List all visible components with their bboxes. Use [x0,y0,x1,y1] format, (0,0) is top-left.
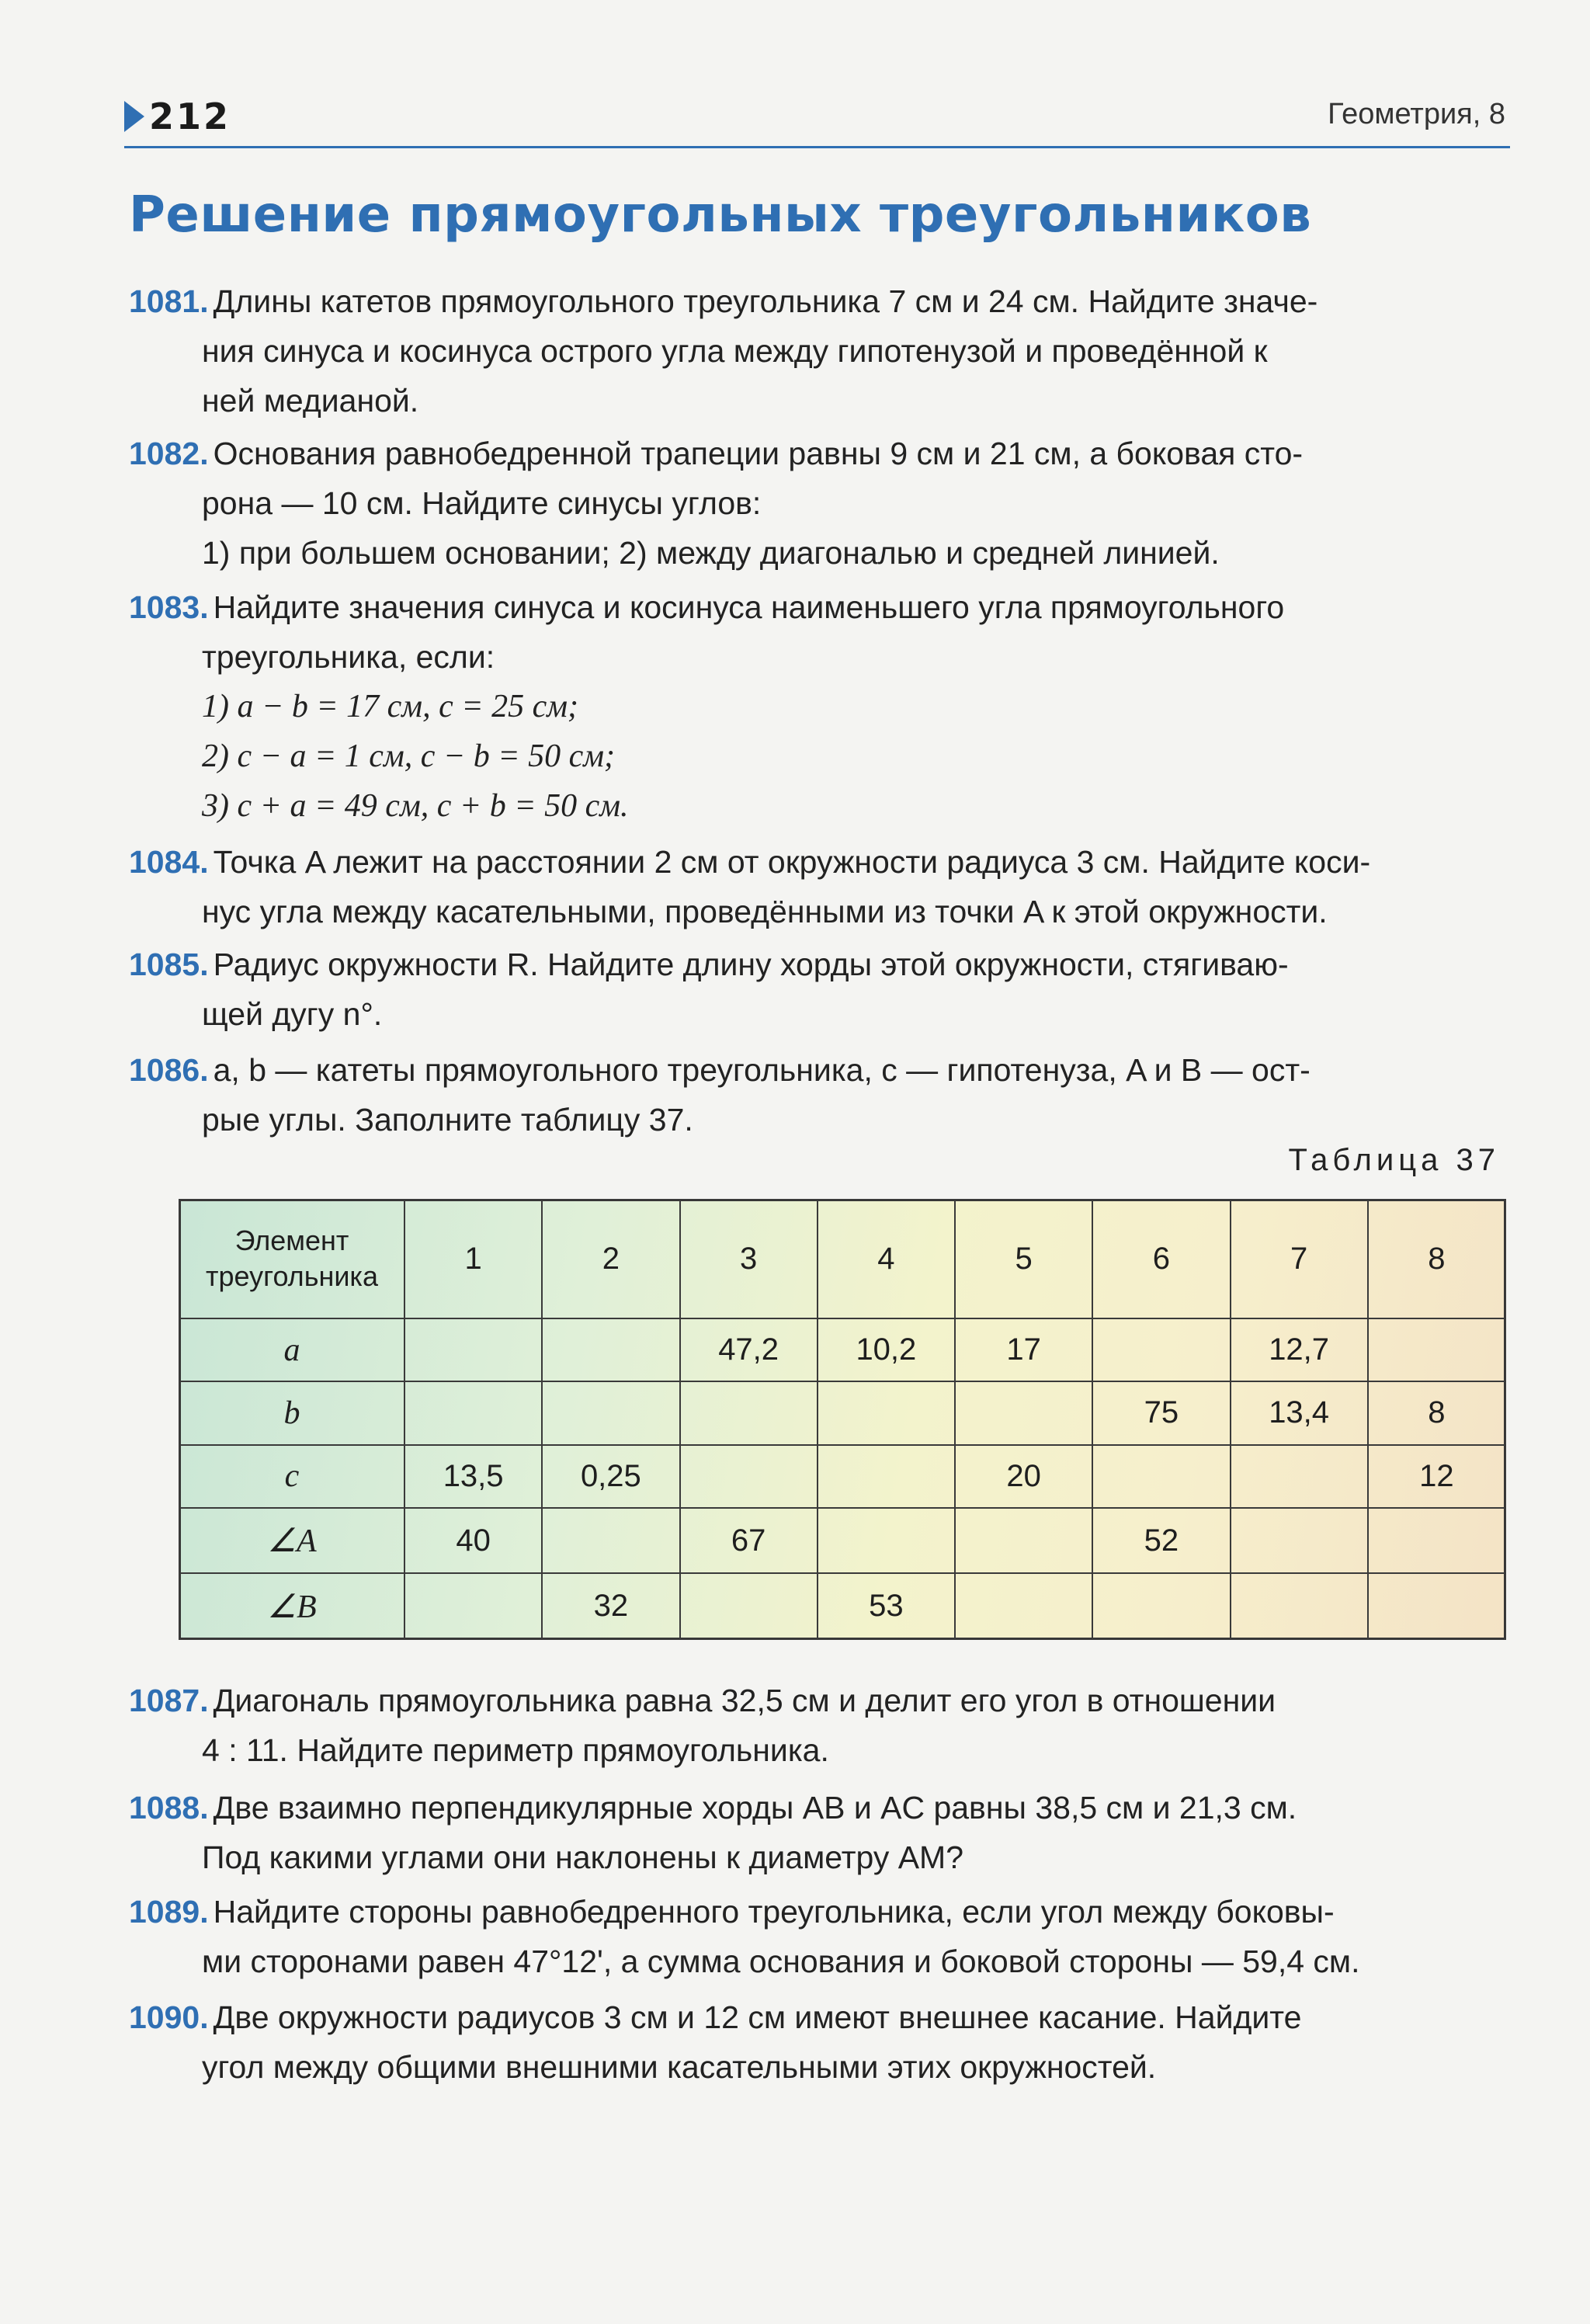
problem-text: Диагональ прямоугольника равна 32,5 см и делит его угол в отношении [213,1683,1276,1718]
section-title: Решение прямоугольных треугольников [129,186,1312,244]
problem-text: треугольника, если: [202,639,495,675]
table-cell [404,1573,542,1639]
table-cell [1231,1508,1368,1574]
problem-text: Длины катетов прямоугольного треугольника 7 см и 24 см. Найдите значе- [213,283,1318,319]
table-cell: 10,2 [818,1318,955,1381]
row-label-text: b [283,1395,300,1431]
table-row [179,1318,1505,1381]
problem-text: ней медианой. [202,383,419,419]
problem-1082 [129,429,1511,578]
table-cell: 67 [680,1508,818,1574]
table-cell [542,1381,679,1444]
table-row [179,1381,1505,1444]
table-cell [818,1445,955,1508]
column-header: 8 [1368,1200,1505,1318]
table-cell: 32 [542,1573,679,1639]
problem-1089 [129,1887,1511,1986]
problem-condition: 2) c − a = 1 см, c − b = 50 см; [202,738,616,774]
problem-condition: 1) a − b = 17 см, c = 25 см; [202,689,579,724]
table-cell: 53 [818,1573,955,1639]
table-cell [1092,1318,1230,1381]
table-37 [179,1199,1506,1640]
column-header: 3 [680,1200,818,1318]
table-cell [1231,1573,1368,1639]
problem-number: 1081. [129,283,209,319]
table-cell [680,1381,818,1444]
table-cell [1231,1445,1368,1508]
row-label-text: ∠B [267,1589,317,1625]
row-label-text: c [284,1458,300,1495]
problem-number: 1090. [129,1999,209,2035]
table-row [179,1573,1505,1639]
column-header: 2 [542,1200,679,1318]
problem-1090 [129,1992,1511,2092]
problem-text: 1) при большем основании; 2) между диагональю и средней линией. [202,535,1220,571]
problem-number: 1089. [129,1894,209,1930]
running-head: Геометрия, 8 [1328,98,1505,130]
table-cell [955,1573,1092,1639]
column-header: 6 [1092,1200,1230,1318]
table-cell [818,1508,955,1574]
table-cell [542,1508,679,1574]
problem-1081 [129,276,1511,426]
page-number-text: 212 [149,96,231,137]
table-cell: 52 [1092,1508,1230,1574]
row-label [179,1445,404,1508]
problem-text: Найдите значения синуса и косинуса наименьшего угла прямоугольного [213,589,1285,625]
table-cell [1368,1508,1505,1574]
table-row [179,1508,1505,1574]
problem-text: Найдите стороны равнобедренного треугольника, если угол между боковы- [213,1894,1335,1930]
table-cell [1092,1573,1230,1639]
table-caption: Таблица 37 [1288,1143,1500,1177]
triangle-elements-table [179,1199,1506,1640]
column-header: 5 [955,1200,1092,1318]
table-cell: 12,7 [1231,1318,1368,1381]
table-cell [404,1381,542,1444]
table-cell: 75 [1092,1381,1230,1444]
table-cell: 40 [404,1508,542,1574]
problem-1083 [129,582,1511,831]
table-cell: 8 [1368,1381,1505,1444]
table-cell [1368,1573,1505,1639]
problem-text: нус угла между касательными, проведёнными из точки A к этой окружности. [202,894,1328,929]
problem-text: Под какими углами они наклонены к диаметру AM? [202,1839,964,1875]
corner-label-line: Элемент [234,1225,349,1257]
problem-text: рона — 10 см. Найдите синусы углов: [202,485,762,521]
problem-1085 [129,940,1511,1039]
column-header: 4 [818,1200,955,1318]
problem-number: 1082. [129,436,209,471]
problem-text: угол между общими внешними касательными этих окружностей. [202,2049,1157,2085]
table-cell [818,1381,955,1444]
table-cell [1368,1318,1505,1381]
problem-number: 1083. [129,589,209,625]
table-row [179,1445,1505,1508]
problem-number: 1084. [129,844,209,880]
table-corner-cell [179,1200,404,1318]
table-cell [1092,1445,1230,1508]
table-cell [542,1318,679,1381]
table-cell: 0,25 [542,1445,679,1508]
table-cell [955,1381,1092,1444]
row-label [179,1573,404,1639]
table-cell: 47,2 [680,1318,818,1381]
problem-1084 [129,837,1511,936]
corner-label-line: треугольника [205,1260,378,1293]
table-cell: 13,5 [404,1445,542,1508]
problem-text: Две окружности радиусов 3 см и 12 см имеют внешнее касание. Найдите [213,1999,1302,2035]
table-cell [680,1445,818,1508]
problem-text: Основания равнобедренной трапеции равны 9 см и 21 см, а боковая сто- [213,436,1304,471]
problem-condition: 3) c + a = 49 см, c + b = 50 см. [202,788,629,824]
row-label [179,1318,404,1381]
row-label-text: a [283,1332,300,1368]
table-header-row [179,1200,1505,1318]
table-cell [680,1573,818,1639]
table-cell: 12 [1368,1445,1505,1508]
problem-number: 1086. [129,1052,209,1088]
table-cell [955,1508,1092,1574]
table-cell: 17 [955,1318,1092,1381]
problem-text: щей дугу n°. [202,996,383,1032]
column-header: 7 [1231,1200,1368,1318]
table-cell: 20 [955,1445,1092,1508]
table-cell: 13,4 [1231,1381,1368,1444]
row-label [179,1381,404,1444]
problem-text: ми сторонами равен 47°12', а сумма основания и боковой стороны — 59,4 см. [202,1944,1360,1979]
problem-text: Точка A лежит на расстоянии 2 см от окружности радиуса 3 см. Найдите коси- [213,844,1371,880]
table-cell [404,1318,542,1381]
problem-number: 1085. [129,947,209,982]
row-label-text: ∠A [267,1523,317,1560]
problem-1088 [129,1783,1511,1882]
problem-text: a, b — катеты прямоугольного треугольника, c — гипотенуза, A и B — ост- [213,1052,1311,1088]
column-header: 1 [404,1200,542,1318]
problem-number: 1088. [129,1790,209,1826]
problem-text: ния синуса и косинуса острого угла между гипотенузой и проведённой к [202,333,1268,369]
page-number [124,93,231,140]
page-header [124,93,1510,148]
problem-1086 [129,1045,1511,1145]
row-label [179,1508,404,1574]
problem-text: Радиус окружности R. Найдите длину хорды этой окружности, стягиваю- [213,947,1289,982]
arrow-marker-icon [124,101,144,132]
problem-text: Две взаимно перпендикулярные хорды AB и AC равны 38,5 см и 21,3 см. [213,1790,1297,1826]
problem-text: 4 : 11. Найдите периметр прямоугольника. [202,1732,829,1768]
problem-text: рые углы. Заполните таблицу 37. [202,1102,693,1138]
problem-1087 [129,1676,1511,1775]
problem-number: 1087. [129,1683,209,1718]
